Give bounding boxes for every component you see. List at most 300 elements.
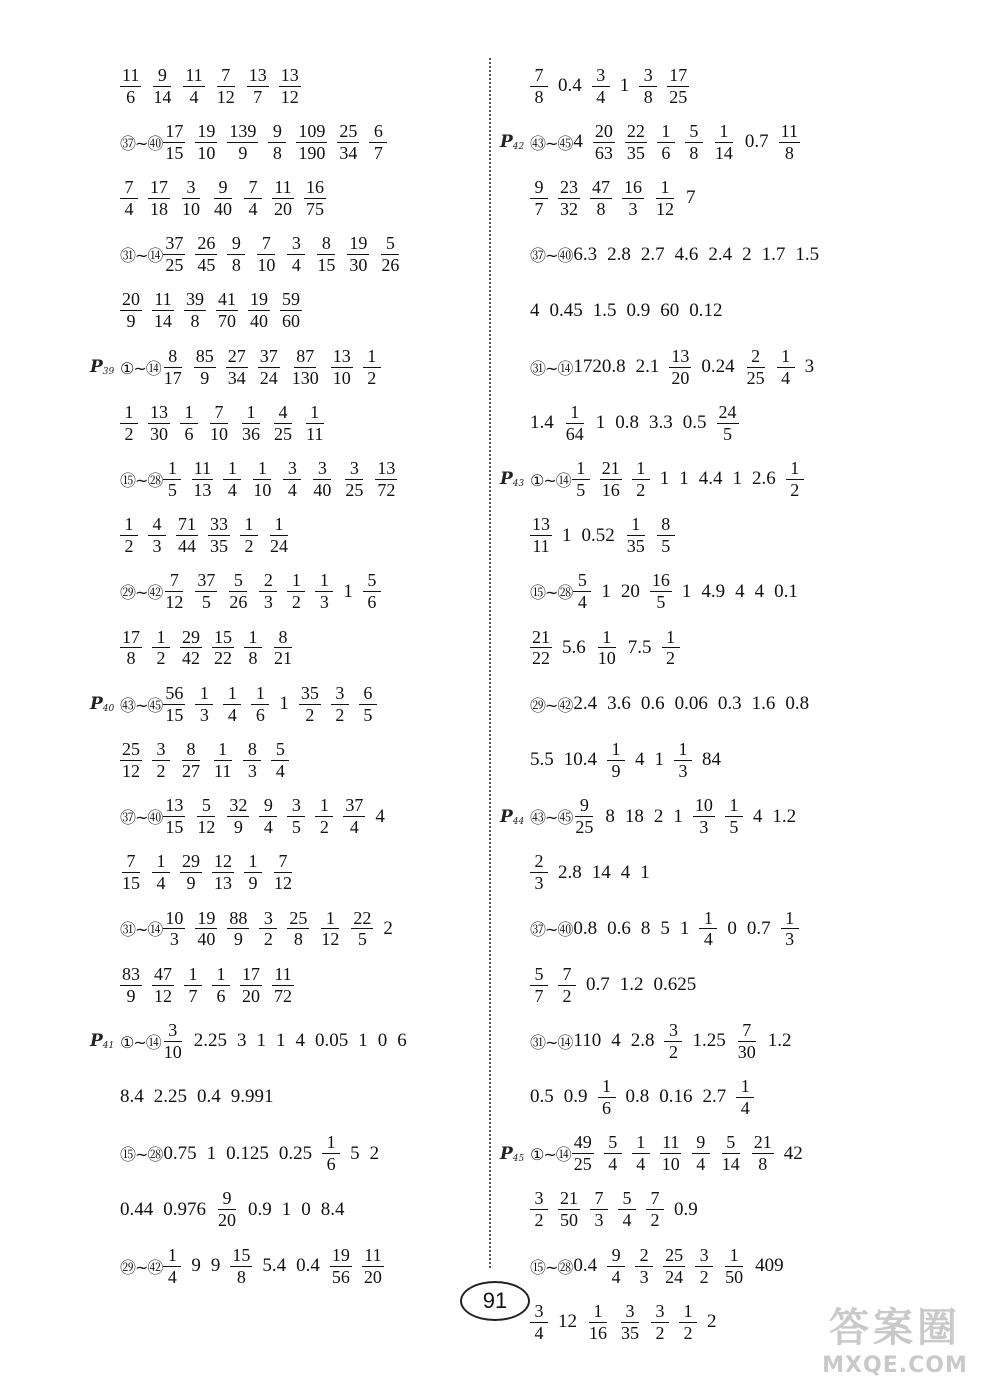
- fraction-denominator: 4: [248, 198, 258, 219]
- fraction-denominator: 70: [218, 311, 236, 332]
- question-range: ㊲~㊵: [120, 808, 163, 828]
- fraction-numerator: 39: [186, 289, 204, 310]
- fraction-denominator: 3: [628, 198, 638, 219]
- fraction-denominator: 20: [218, 1210, 236, 1231]
- answer-fraction: [573, 571, 591, 612]
- answer-fraction: [208, 403, 230, 444]
- answer-fraction: [777, 347, 795, 388]
- fraction-denominator: 20: [274, 198, 292, 219]
- fraction-numerator: 37: [165, 233, 184, 254]
- fraction-denominator: 27: [182, 760, 200, 781]
- fraction-denominator: 2: [666, 648, 675, 669]
- answer-line: [500, 1182, 900, 1238]
- fraction-numerator: 9: [530, 178, 548, 199]
- answer-number: 6: [397, 1030, 407, 1052]
- fraction-numerator: 35: [300, 682, 319, 703]
- answer-fraction: [530, 852, 548, 893]
- question-range: ⑮~㉘: [530, 583, 573, 603]
- answer-fraction: [598, 1077, 616, 1118]
- answer-fraction: [347, 234, 369, 275]
- fraction-numerator: 3: [283, 459, 301, 480]
- fraction-numerator: 1: [572, 459, 590, 480]
- fraction-numerator: 8: [182, 740, 200, 761]
- answer-number: 2.4: [573, 693, 598, 715]
- answer-fraction: [152, 290, 174, 331]
- answer-fraction: [736, 1021, 758, 1062]
- answer-line: [90, 114, 480, 170]
- answer-line: [500, 58, 900, 114]
- page-tag-spacer: [90, 1139, 120, 1169]
- fraction-numerator: 1: [195, 684, 213, 705]
- answer-number: 4: [735, 580, 745, 602]
- fraction-denominator: 8: [231, 255, 241, 276]
- fraction-numerator: 24: [718, 401, 737, 422]
- answer-fraction: [195, 122, 217, 163]
- answer-fraction: [120, 740, 142, 781]
- fraction-denominator: 10: [661, 1154, 680, 1175]
- answer-number: 1.25: [692, 1030, 726, 1052]
- fraction-numerator: 21: [560, 1188, 578, 1209]
- answer-line: [500, 508, 900, 564]
- page-tag-spacer: [90, 127, 120, 157]
- answer-line: [90, 564, 480, 620]
- answer-fraction: [287, 909, 309, 950]
- watermark-text: 答案圈: [829, 1305, 961, 1351]
- fraction-numerator: 1: [244, 852, 262, 873]
- answer-fraction: [212, 852, 234, 893]
- fraction-numerator: 47: [154, 963, 172, 984]
- answer-fraction: [195, 684, 213, 725]
- fraction-numerator: 1: [242, 403, 260, 424]
- question-range: ㊲~㊵: [530, 246, 573, 266]
- answer-line: [90, 957, 480, 1013]
- answer-fraction: [163, 684, 185, 725]
- fraction-denominator: 20: [363, 1266, 382, 1287]
- answer-fraction: [240, 403, 262, 444]
- fraction-denominator: 14: [721, 1154, 740, 1175]
- answer-number: 9: [210, 1255, 221, 1277]
- fraction-numerator: 11: [780, 120, 799, 141]
- answer-fraction: [590, 1189, 608, 1230]
- answer-fraction: [572, 459, 590, 500]
- fraction-denominator: 9: [233, 817, 243, 838]
- fraction-denominator: 6: [326, 1154, 336, 1175]
- question-range: ⑮~㉘: [530, 1257, 573, 1277]
- fraction-denominator: 4: [622, 1210, 632, 1231]
- fraction-denominator: 4: [608, 1154, 618, 1175]
- fraction-denominator: 4: [189, 86, 199, 107]
- fraction-denominator: 4: [596, 86, 606, 107]
- page-tag-spacer: [90, 914, 120, 944]
- fraction-denominator: 11: [214, 760, 232, 781]
- fraction-numerator: 3: [259, 909, 277, 930]
- answer-fraction: [530, 66, 548, 107]
- answer-line: [90, 1182, 480, 1238]
- answer-fraction: [625, 515, 647, 556]
- answer-fraction: [343, 459, 365, 500]
- answer-number: 0.9: [626, 299, 651, 321]
- answer-line: [90, 676, 480, 732]
- fraction-numerator: 1: [736, 1077, 754, 1098]
- answer-number: 2.25: [193, 1030, 228, 1052]
- fraction-numerator: 25: [339, 120, 358, 141]
- answer-number: 5.5: [530, 749, 554, 771]
- answer-number: 5: [660, 917, 670, 939]
- answer-fraction: [120, 403, 138, 444]
- fraction-numerator: 9: [607, 1246, 625, 1267]
- fraction-numerator: 7: [244, 178, 262, 199]
- answer-fraction: [152, 740, 170, 781]
- fraction-numerator: 1: [223, 459, 241, 480]
- answer-fraction: [752, 1133, 774, 1174]
- answer-fraction: [530, 515, 552, 556]
- fraction-denominator: 3: [199, 704, 209, 725]
- fraction-numerator: 1: [163, 459, 181, 480]
- fraction-numerator: 1: [152, 628, 170, 649]
- page-tag-letter: P: [500, 1143, 513, 1164]
- fraction-denominator: 25: [165, 255, 184, 276]
- fraction-denominator: 12: [122, 760, 140, 781]
- answer-number: 3: [237, 1030, 247, 1052]
- answer-fraction: [195, 909, 217, 950]
- answer-fraction: [180, 852, 202, 893]
- fraction-denominator: 12: [656, 198, 674, 219]
- fraction-denominator: 15: [122, 873, 140, 894]
- answer-fraction: [319, 909, 341, 950]
- answer-fraction: [564, 403, 586, 444]
- answer-line: [90, 395, 480, 451]
- answer-fraction: [663, 1246, 685, 1287]
- answer-fraction: [713, 122, 735, 163]
- page-tag: [500, 1139, 530, 1169]
- fraction-numerator: 3: [664, 1021, 682, 1042]
- fraction-denominator: 15: [165, 704, 184, 725]
- answer-fraction: [669, 347, 691, 388]
- fraction-numerator: 11: [122, 64, 140, 85]
- fraction-numerator: 87: [296, 345, 315, 366]
- fraction-denominator: 40: [313, 479, 332, 500]
- answer-fraction: [692, 1133, 710, 1174]
- page-tag-spacer: [90, 464, 120, 494]
- page-tag-spacer: [500, 240, 530, 270]
- page-tag-spacer: [500, 1251, 530, 1281]
- fraction-denominator: 9: [126, 311, 136, 332]
- answer-number: 0.7: [586, 974, 610, 996]
- fraction-denominator: 35: [626, 536, 645, 557]
- answer-fraction: [283, 459, 301, 500]
- fraction-denominator: 4: [781, 367, 791, 388]
- fraction-denominator: 7: [534, 198, 544, 219]
- fraction-denominator: 10: [253, 479, 272, 500]
- answer-fraction: [604, 1133, 622, 1174]
- fraction-numerator: 3: [152, 740, 170, 761]
- page-tag-number: 43: [512, 479, 525, 490]
- answer-fraction: [558, 965, 576, 1006]
- answer-fraction: [530, 628, 552, 669]
- fraction-numerator: 7: [210, 403, 228, 424]
- fraction-denominator: 4: [740, 1097, 750, 1118]
- fraction-numerator: 23: [560, 177, 578, 198]
- answer-fraction: [287, 234, 305, 275]
- fraction-numerator: 13: [165, 795, 184, 816]
- answer-fraction: [590, 178, 612, 219]
- fraction-numerator: 5: [271, 740, 289, 761]
- answer-number: 12: [558, 1311, 577, 1333]
- answer-number: 0: [301, 1198, 311, 1220]
- answer-fraction: [315, 234, 337, 275]
- fraction-denominator: 7: [534, 985, 544, 1006]
- fraction-denominator: 12: [154, 985, 172, 1006]
- answer-number: 4.6: [674, 243, 699, 265]
- fraction-numerator: 1: [589, 1302, 607, 1323]
- answer-number: 0.9: [674, 1198, 698, 1220]
- fraction-denominator: 11: [532, 536, 550, 557]
- answer-fraction: [212, 965, 230, 1006]
- answer-fraction: [216, 290, 238, 331]
- answer-fraction: [148, 515, 166, 556]
- answer-fraction: [781, 909, 799, 950]
- answer-line: [500, 170, 900, 226]
- answer-number: 8: [605, 805, 615, 827]
- page-tag-spacer: [90, 802, 120, 832]
- fraction-numerator: 8: [657, 515, 675, 536]
- fraction-denominator: 2: [683, 1322, 693, 1343]
- fraction-denominator: 2: [124, 423, 134, 444]
- fraction-denominator: 9: [200, 367, 210, 388]
- answer-number: 6.3: [573, 243, 598, 265]
- answer-fraction: [215, 66, 237, 107]
- page-tag: [90, 689, 120, 719]
- page-tag-spacer: [90, 240, 120, 270]
- fraction-denominator: 22: [532, 648, 550, 669]
- answer-fraction: [163, 571, 185, 612]
- fraction-numerator: 13: [377, 458, 396, 479]
- fraction-denominator: 3: [247, 760, 257, 781]
- fraction-denominator: 25: [669, 86, 688, 107]
- page-tag-letter: P: [500, 469, 513, 490]
- answer-number: 4: [295, 1030, 306, 1052]
- fraction-denominator: 2: [156, 760, 166, 781]
- answer-number: 3: [804, 356, 815, 378]
- fraction-denominator: 5: [357, 929, 367, 950]
- answer-number: 0.1: [774, 580, 798, 602]
- answer-number: 4: [752, 805, 763, 827]
- answer-fraction: [195, 796, 217, 837]
- fraction-denominator: 4: [349, 817, 359, 838]
- answer-number: 1: [595, 412, 606, 434]
- fraction-denominator: 4: [227, 479, 237, 500]
- fraction-denominator: 13: [214, 873, 232, 894]
- fraction-numerator: 7: [257, 234, 275, 255]
- page-tag-spacer: [500, 689, 530, 719]
- answer-line: [90, 620, 480, 676]
- answer-line: [90, 1013, 480, 1069]
- fraction-numerator: 5: [604, 1133, 622, 1154]
- answer-fraction: [304, 403, 325, 444]
- fraction-denominator: 72: [377, 479, 396, 500]
- answer-number: 2: [742, 243, 752, 265]
- answer-number: 1: [659, 468, 670, 490]
- fraction-numerator: 1: [180, 403, 198, 424]
- fraction-numerator: 29: [182, 851, 200, 872]
- page-tag: [500, 802, 530, 832]
- fraction-numerator: 4: [148, 515, 166, 536]
- fraction-denominator: 3: [169, 929, 179, 950]
- answer-number: 10.4: [563, 749, 597, 771]
- answer-fraction: [660, 1133, 682, 1174]
- answer-fraction: [619, 1302, 641, 1343]
- fraction-numerator: 47: [592, 177, 610, 198]
- answer-line: [500, 620, 900, 676]
- fraction-denominator: 35: [626, 142, 645, 163]
- answer-fraction: [248, 290, 270, 331]
- answer-line: [90, 1238, 480, 1294]
- fraction-denominator: 11: [306, 423, 324, 444]
- answer-number: 2.8: [558, 861, 582, 883]
- fraction-denominator: 10: [257, 255, 276, 276]
- fraction-denominator: 7: [253, 86, 263, 107]
- fraction-denominator: 56: [331, 1266, 350, 1287]
- page-tag-number: 39: [102, 367, 115, 378]
- fraction-denominator: 34: [227, 367, 246, 388]
- answer-number: 4: [620, 861, 631, 883]
- fraction-numerator: 1: [306, 403, 324, 424]
- fraction-denominator: 8: [689, 142, 699, 163]
- fraction-numerator: 1: [662, 628, 680, 649]
- fraction-numerator: 1: [223, 684, 241, 705]
- answer-fraction: [152, 852, 170, 893]
- answer-number: 4: [530, 299, 540, 321]
- fraction-denominator: 2: [636, 479, 646, 500]
- fraction-denominator: 24: [270, 536, 288, 557]
- answer-fraction: [720, 1133, 742, 1174]
- answer-number: 0.3: [717, 693, 742, 715]
- fraction-numerator: 1: [656, 178, 674, 199]
- answer-number: 2: [383, 917, 393, 939]
- fraction-denominator: 40: [214, 198, 232, 219]
- fraction-numerator: 7: [122, 852, 140, 873]
- answer-fraction: [268, 515, 290, 556]
- answer-line: [90, 170, 480, 226]
- fraction-denominator: 13: [193, 479, 212, 500]
- fraction-numerator: 29: [182, 626, 200, 647]
- fraction-numerator: 8: [164, 347, 182, 368]
- answer-number: 0.4: [558, 75, 582, 97]
- answer-number: 5.6: [562, 636, 586, 658]
- fraction-numerator: 7: [530, 66, 548, 87]
- page-tag-letter: P: [90, 1031, 103, 1052]
- fraction-numerator: 13: [671, 345, 690, 366]
- fraction-numerator: 10: [165, 907, 184, 928]
- fraction-numerator: 1: [270, 515, 288, 536]
- fraction-numerator: 13: [532, 514, 550, 535]
- answer-line: [500, 395, 900, 451]
- answer-line: [90, 227, 480, 283]
- fraction-numerator: 25: [665, 1244, 684, 1265]
- fraction-denominator: 36: [242, 423, 260, 444]
- answer-number: 9: [191, 1255, 201, 1277]
- fraction-numerator: 5: [530, 965, 548, 986]
- fraction-numerator: 7: [738, 1021, 756, 1042]
- fraction-numerator: 109: [298, 120, 326, 141]
- answer-fraction: [699, 909, 717, 950]
- answer-fraction: [163, 122, 185, 163]
- answer-number: 1: [276, 1030, 286, 1052]
- answer-fraction: [272, 965, 294, 1006]
- answer-fraction: [176, 515, 198, 556]
- answer-fraction: [240, 515, 258, 556]
- fraction-numerator: 1: [607, 740, 625, 761]
- answer-fraction: [194, 347, 216, 388]
- answer-fraction: [120, 852, 142, 893]
- answer-fraction: [667, 66, 689, 107]
- fraction-denominator: 2: [699, 1266, 709, 1287]
- answer-fraction: [183, 66, 204, 107]
- answer-number: 0.25: [278, 1142, 313, 1164]
- answer-fraction: [725, 796, 743, 837]
- answer-fraction: [717, 403, 739, 444]
- fraction-denominator: 8: [126, 648, 136, 669]
- fraction-denominator: 6: [661, 142, 671, 163]
- answer-fraction: [343, 796, 365, 837]
- fraction-numerator: 1: [251, 684, 269, 705]
- answer-fraction: [243, 740, 261, 781]
- fraction-denominator: 10: [597, 648, 616, 669]
- page-tag-letter: P: [90, 357, 103, 378]
- answer-number: 14: [591, 861, 611, 883]
- answer-fraction: [596, 628, 618, 669]
- answer-fraction: [664, 1021, 682, 1062]
- answer-line: [90, 901, 480, 957]
- answer-fraction: [359, 684, 377, 725]
- fraction-numerator: 1: [315, 571, 333, 592]
- fraction-denominator: 30: [150, 423, 168, 444]
- fraction-denominator: 2: [291, 592, 301, 613]
- answer-number: 0.7: [746, 917, 771, 939]
- answer-fraction: [786, 459, 804, 500]
- answer-number: 0.7: [744, 131, 769, 153]
- fraction-denominator: 9: [611, 760, 621, 781]
- fraction-numerator: 3: [164, 1021, 182, 1042]
- fraction-numerator: 1: [287, 571, 305, 592]
- fraction-numerator: 11: [154, 289, 172, 310]
- fraction-denominator: 63: [594, 142, 613, 163]
- fraction-numerator: 1: [598, 1077, 616, 1098]
- fraction-numerator: 3: [287, 796, 305, 817]
- answer-fraction: [304, 178, 326, 219]
- fraction-numerator: 1: [214, 740, 232, 761]
- fraction-denominator: 34: [339, 142, 358, 163]
- answer-number: 0.45: [549, 299, 583, 321]
- answer-fraction: [362, 1246, 384, 1287]
- answer-column-right: [500, 58, 900, 1350]
- answer-number: 1.2: [619, 974, 644, 996]
- answer-fraction: [657, 122, 675, 163]
- answer-fraction: [272, 628, 294, 669]
- fraction-denominator: 3: [785, 929, 795, 950]
- fraction-numerator: 3: [313, 459, 331, 480]
- fraction-numerator: 1: [163, 1246, 181, 1267]
- fraction-denominator: 64: [565, 423, 584, 444]
- answer-fraction: [184, 965, 202, 1006]
- fraction-numerator: 5: [573, 571, 591, 592]
- answer-fraction: [363, 347, 381, 388]
- answer-fraction: [255, 234, 277, 275]
- fraction-numerator: 5: [618, 1189, 636, 1210]
- fraction-numerator: 1: [674, 740, 692, 761]
- page-tag-spacer: [90, 577, 120, 607]
- fraction-numerator: 10: [694, 795, 713, 816]
